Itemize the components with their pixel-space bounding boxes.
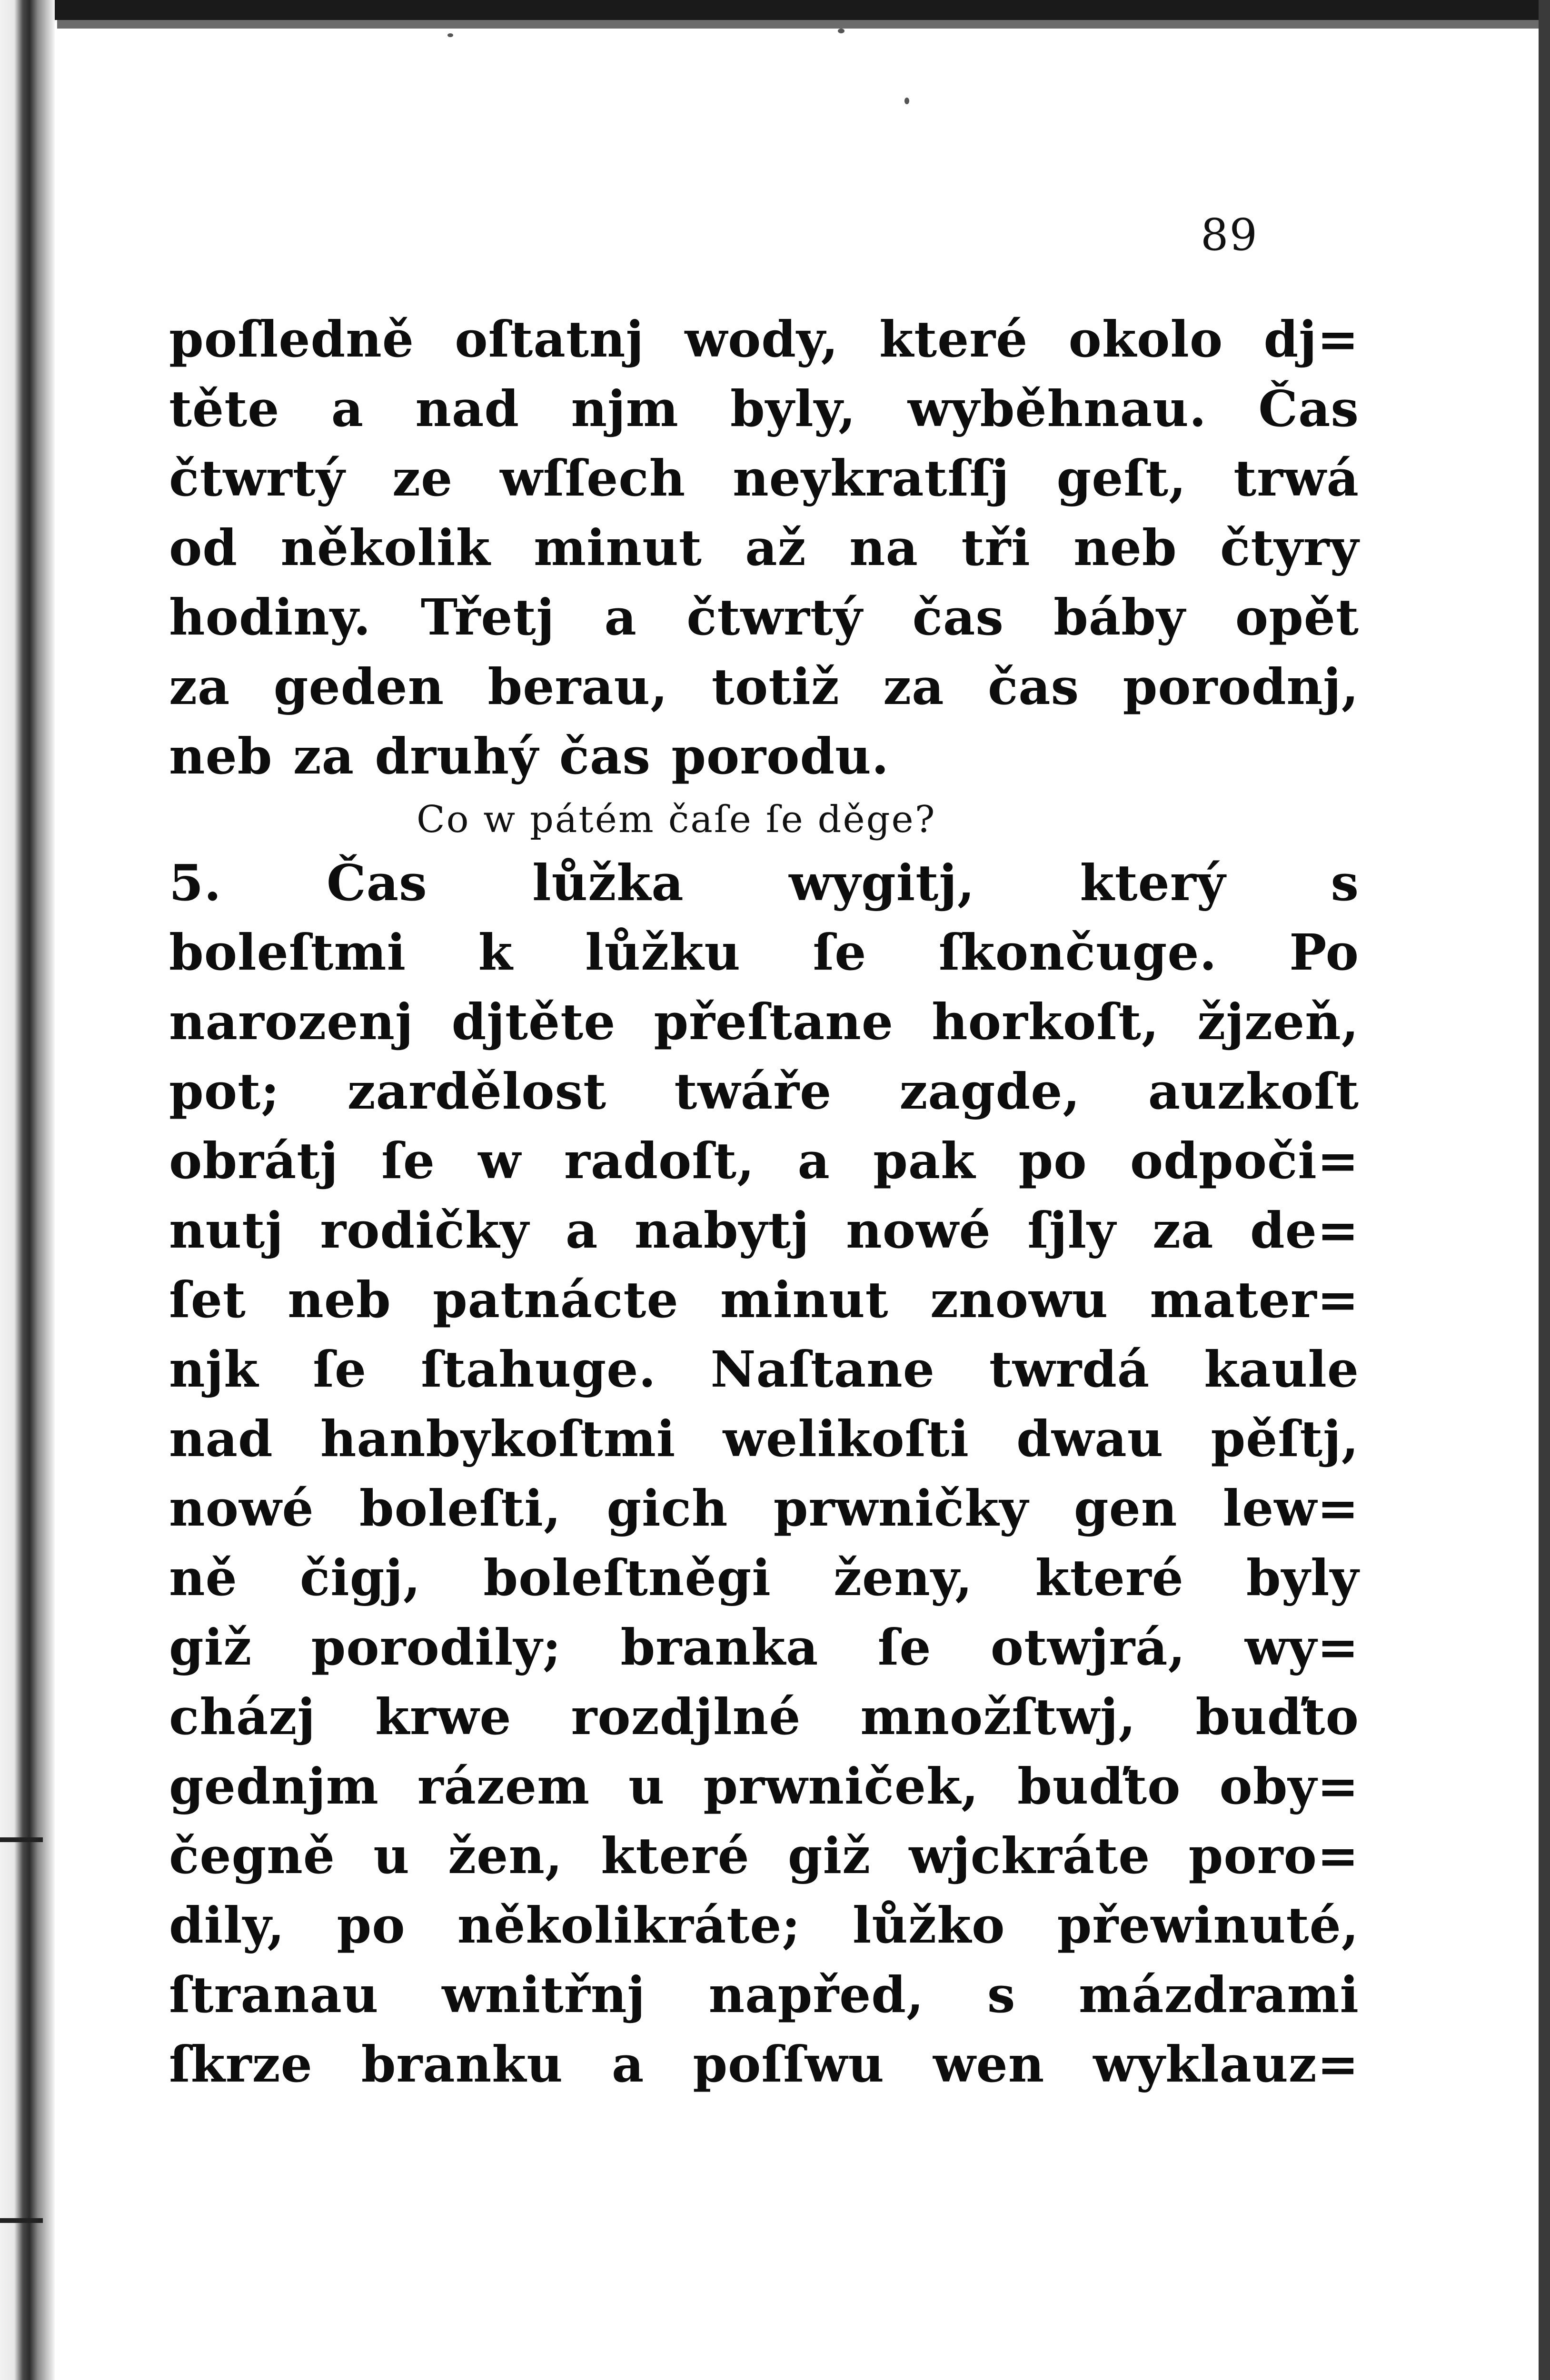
- text-line: 5. Čas lůžka wygitj, který s: [169, 853, 1359, 912]
- text-line: hodiny. Třetj a čtwrtý čas báby opět: [169, 588, 1359, 646]
- text-line: cházj krwe rozdjlné množſtwj, buďto: [169, 1687, 1359, 1746]
- text-line: za geden berau, totiž za čas porodnj,: [169, 657, 1359, 716]
- text-line: ſet neb patnácte minut znowu mater=: [169, 1270, 1359, 1329]
- page-text: [169, 305, 1359, 2099]
- text-line: boleſtmi k lůžku ſe ſkončuge. Po: [169, 923, 1359, 982]
- paper-speckle: [838, 29, 845, 33]
- text-line: giž porodily; branka ſe otwjrá, wy=: [169, 1618, 1359, 1676]
- paper-speckle: [447, 33, 453, 37]
- text-line: nowé boleſti, gich prwničky gen lew=: [169, 1479, 1359, 1537]
- text-line: nutj rodičky a nabytj nowé ſjly za de=: [169, 1201, 1359, 1259]
- book-spine-shadow: [0, 0, 55, 2380]
- text-line: ſkrze branku a poſſwu wen wyklauz=: [169, 2035, 1359, 2093]
- text-line: ſtranau wnitřnj napřed, s mázdrami: [169, 1965, 1359, 2024]
- text-line: obrátj ſe w radoſt, a pak po odpoči=: [169, 1131, 1359, 1190]
- binding-mark: [0, 2218, 43, 2223]
- text-line: od několik minut až na tři neb čtyry: [169, 518, 1359, 577]
- text-line: neb za druhý čas porodu.: [169, 727, 889, 785]
- page-number: 89: [1201, 209, 1259, 260]
- section-heading: Co w pátém čaſe ſe děge?: [417, 798, 936, 841]
- text-line: njk ſe ſtahuge. Naſtane twrdá kaule: [169, 1340, 1359, 1398]
- text-line: čtwrtý ze wſſech neykratſſj geſt, trwá: [169, 449, 1359, 507]
- text-line: čegně u žen, které giž wjckráte poro=: [169, 1826, 1359, 1885]
- text-line: dily, po několikráte; lůžko přewinuté,: [169, 1896, 1359, 1954]
- binding-mark: [0, 1837, 43, 1842]
- scan-right-edge: [1539, 0, 1550, 2380]
- paper-speckle: [904, 98, 909, 104]
- text-line: těte a nad njm byly, wyběhnau. Čas: [169, 379, 1359, 438]
- text-line: gednjm rázem u prwniček, buďto oby=: [169, 1757, 1359, 1815]
- text-line: pot; zardělost twáře zagde, auzkoſt: [169, 1062, 1359, 1121]
- book-page: [95, 0, 1504, 2380]
- text-line: ně čigj, boleſtněgi ženy, které byly: [169, 1548, 1359, 1607]
- text-line: nad hanbykoſtmi welikoſti dwau pěſtj,: [169, 1409, 1359, 1468]
- text-line: narozenj djtěte přeſtane horkoſt, žjzeň,: [169, 992, 1359, 1051]
- text-line: poſledně oſtatnj wody, které okolo dj=: [169, 310, 1359, 368]
